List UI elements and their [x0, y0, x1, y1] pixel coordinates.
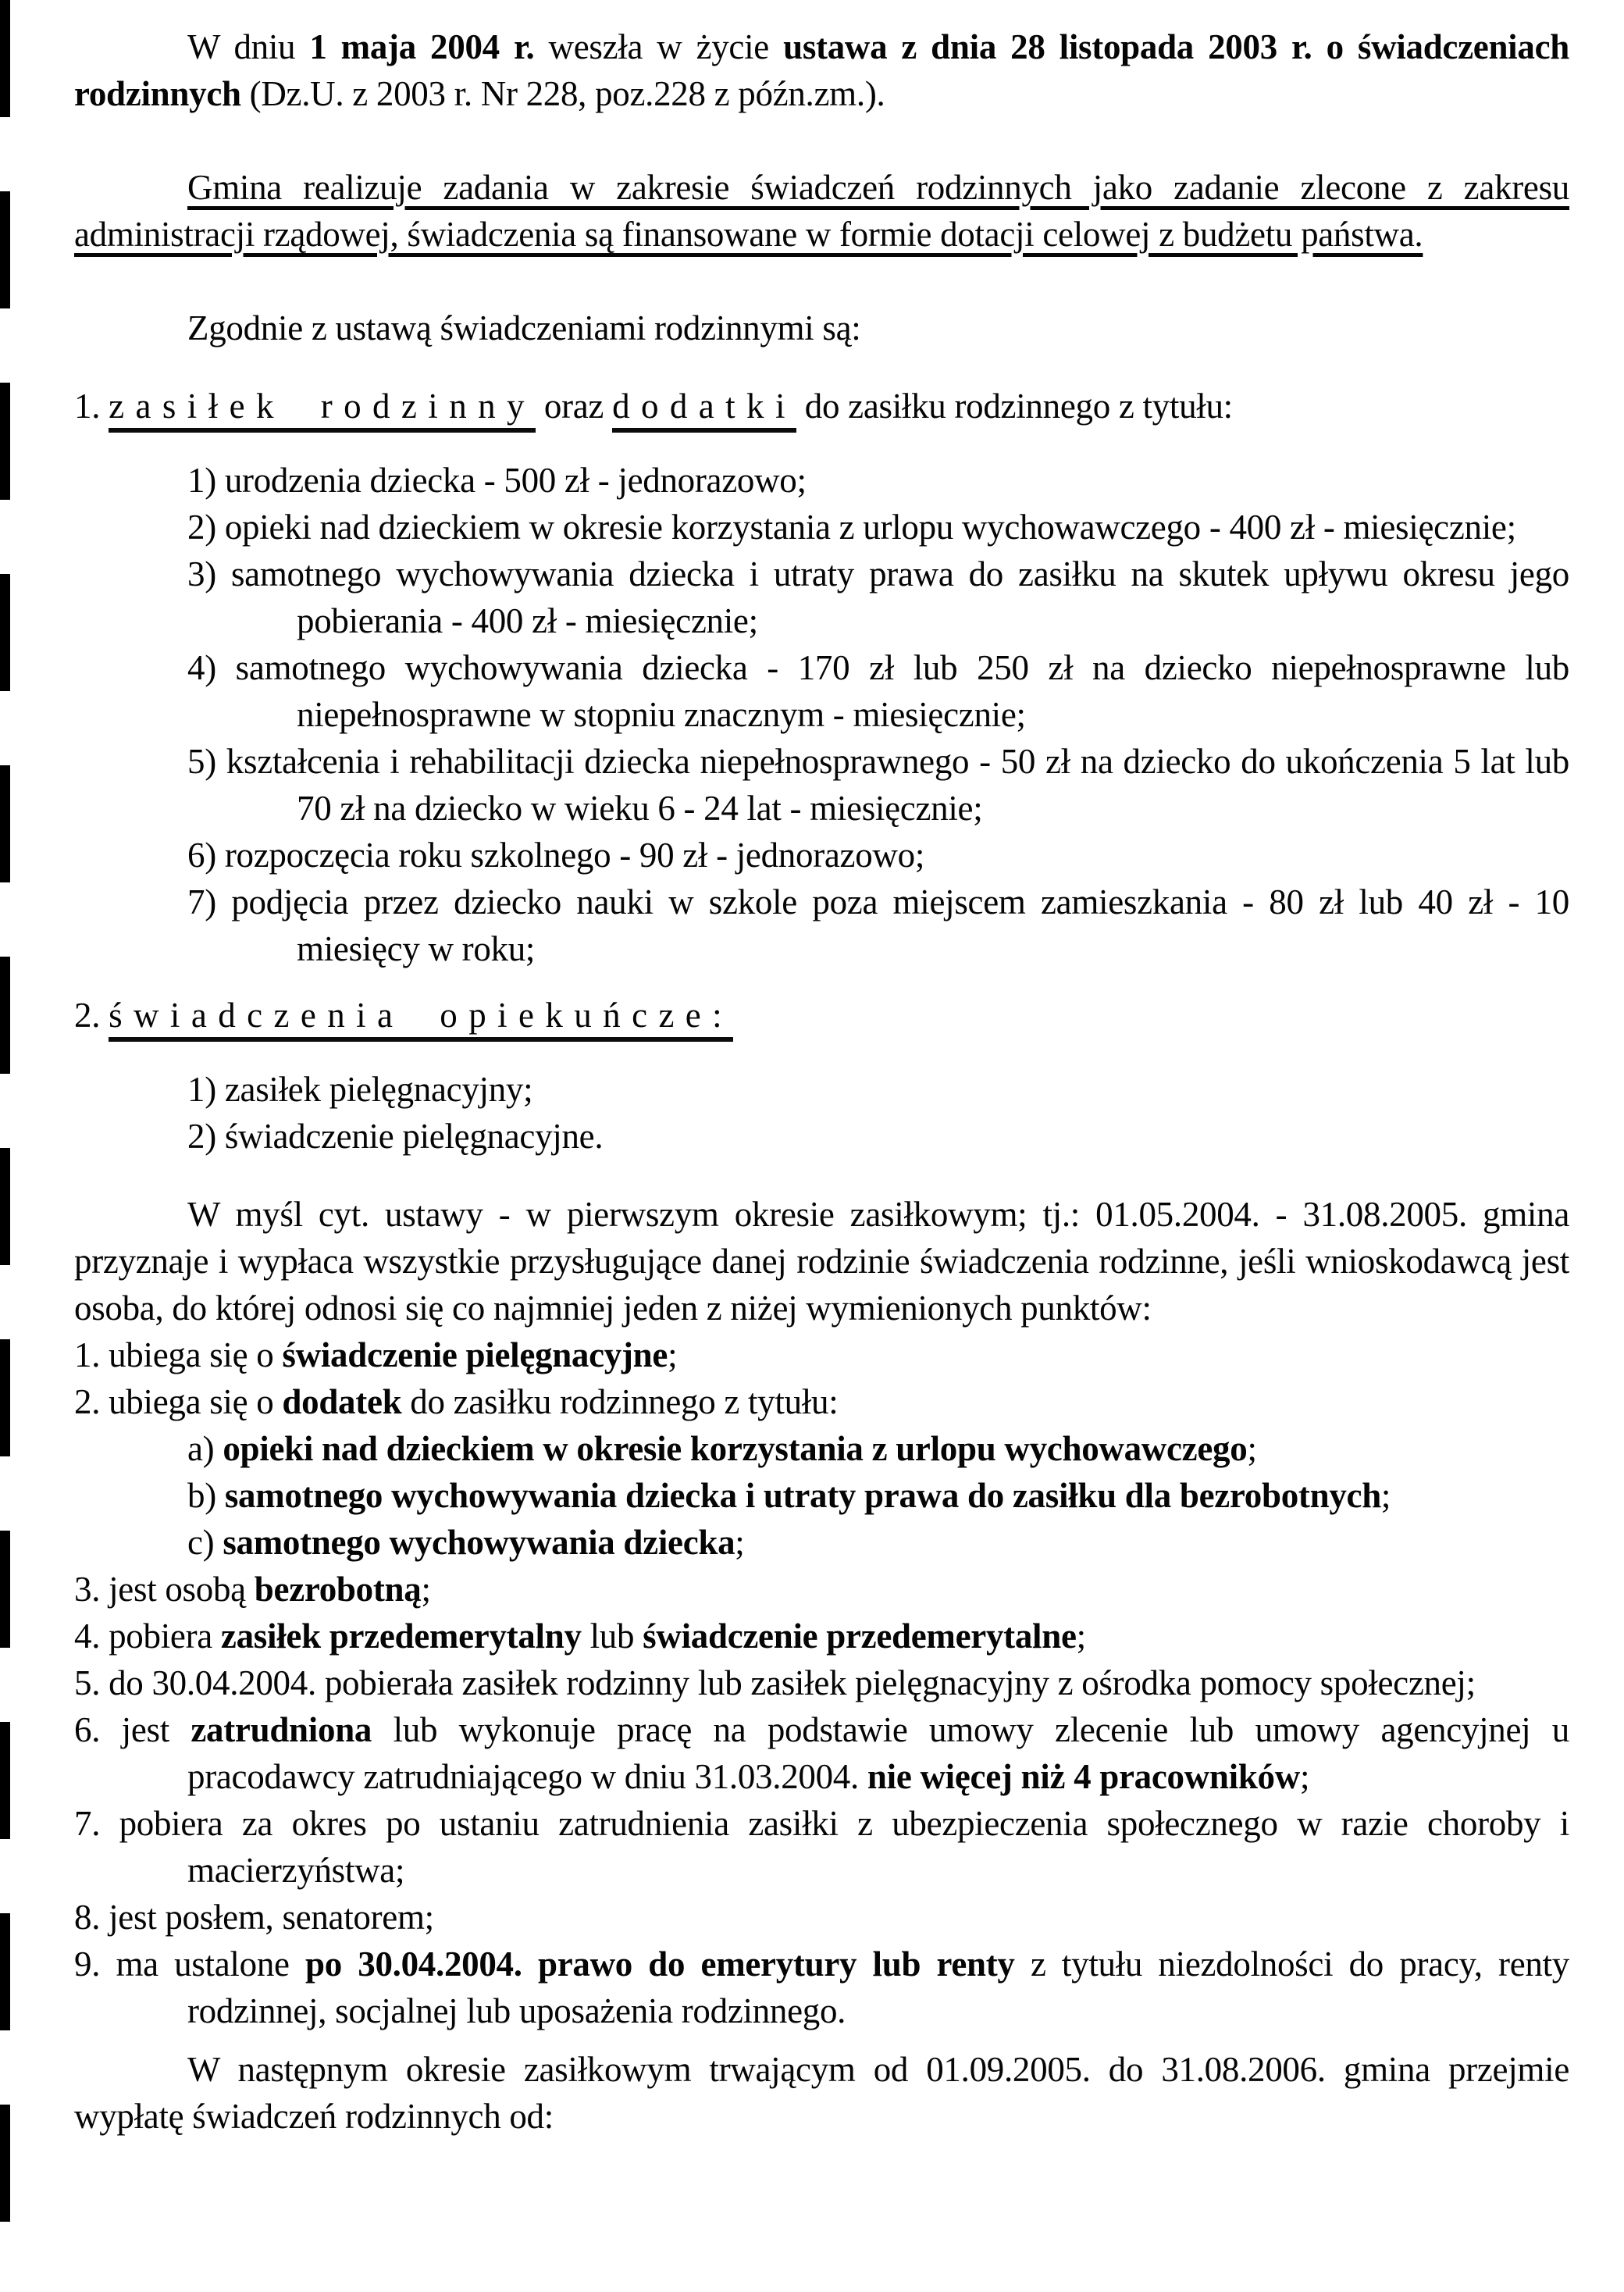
next-period-paragraph: W następnym okresie zasiłkowym trwającym od 01.09.2005. do 31.08.2006. gmina przejmie wypłatę świadczeń rodzinnych od:	[74, 2050, 1569, 2136]
supplement-item	[74, 738, 1569, 832]
item-marker: 4.	[74, 1617, 101, 1656]
section1-heading	[74, 383, 1569, 430]
item-marker: 2)	[187, 1117, 216, 1156]
condition-item-1	[74, 1331, 1569, 1378]
item-text: ;	[1299, 1757, 1310, 1796]
condition-item-2	[74, 1378, 1569, 1425]
item-text: jest posłem, senatorem;	[109, 1898, 434, 1937]
first-period-paragraph: W myśl cyt. ustawy - w pierwszym okresie zasiłkowym; tj.: 01.05.2004. - 31.08.2005. gmina przyznaje i wypłaca wszystkie przysługujące danej rodzinie świadczenia rodzinne, jeśli wnioskodawcą jest osoba, do której odnosi się co najmniej jeden z niżej wymienionych punktów:	[74, 1195, 1569, 1328]
supplement-item	[74, 832, 1569, 879]
item-text: ;	[1247, 1429, 1257, 1468]
item-marker: 1.	[74, 1335, 101, 1374]
lead-in-paragraph: Zgodnie z ustawą świadczeniami rodzinnymi są:	[187, 308, 861, 348]
item-bold-text: świadczenie pielęgnacyjne	[282, 1335, 668, 1374]
item-text: ;	[668, 1335, 678, 1374]
item-text: lub wykonuje pracę na podstawie umowy zlecenie lub umowy agencyjnej u pracodawcy zatrudniającego w dniu 31.03.2004.	[187, 1710, 1570, 1796]
item-marker: 1)	[187, 1070, 216, 1109]
item-marker: 7)	[187, 882, 216, 921]
item-text: do zasiłku rodzinnego z tytułu:	[401, 1382, 839, 1421]
intro-date-bold: 1 maja 2004 r.	[309, 27, 535, 66]
item-marker: c)	[187, 1523, 215, 1562]
item-marker: 6.	[74, 1710, 101, 1749]
supplement-item	[74, 551, 1569, 644]
section1-title-dodatki: dodatki	[612, 387, 796, 433]
supplement-item	[74, 457, 1569, 504]
condition-item-7	[74, 1800, 1569, 1894]
item-text: ma ustalone	[116, 1944, 306, 1984]
section1-items-list	[74, 457, 1569, 972]
supplement-item	[74, 879, 1569, 972]
item-marker: 2.	[74, 1382, 101, 1421]
item-bold-text: bezrobotną	[254, 1570, 422, 1609]
item-text: świadczenie pielęgnacyjne.	[224, 1117, 604, 1156]
item-marker: 4)	[187, 648, 216, 687]
item-text: jest osobą	[109, 1570, 255, 1609]
section2-heading	[74, 992, 1569, 1039]
item-marker: 3.	[74, 1570, 101, 1609]
item-bold-text: samotnego wychowywania dziecka i utraty prawa do zasiłku dla bezrobotnych	[224, 1476, 1381, 1515]
delegation-paragraph: Gmina realizuje zadania w zakresie świadczeń rodzinnych jako zadanie zlecone z zakresu administracji rządowej, świadczenia są finansowane w formie dotacji celowej z budżetu państwa.	[74, 168, 1569, 254]
supplement-item	[74, 504, 1569, 551]
condition-item-3	[74, 1566, 1569, 1613]
item-marker: a)	[187, 1429, 215, 1468]
section1-title-zasilek-rodzinny: zasiłek rodzinny	[109, 387, 536, 433]
section1-number: 1.	[74, 387, 101, 426]
item-text: podjęcia przez dziecko nauki w szkole poza miejscem zamieszkania - 80 zł lub 40 zł - 10 miesięcy w roku;	[231, 882, 1569, 968]
item-bold-text: nie więcej niż 4 pracowników	[867, 1757, 1300, 1796]
item-marker: 7.	[74, 1804, 101, 1843]
item-marker: 9.	[74, 1944, 101, 1984]
item-bold-text: po 30.04.2004. prawo do emerytury lub renty	[305, 1944, 1015, 1984]
item-text: samotnego wychowywania dziecka - 170 zł lub 250 zł na dziecko niepełnosprawne lub niepełnosprawne w stopniu znacznym - miesięcznie;	[235, 648, 1570, 734]
intro-pre: W dniu	[187, 27, 310, 66]
item-text: opieki nad dzieckiem w okresie korzystania z urlopu wychowawczego - 400 zł - miesięcznie;	[224, 508, 1516, 547]
condition-item-9	[74, 1941, 1569, 2034]
item-text: zasiłek pielęgnacyjny;	[224, 1070, 533, 1109]
section2-title-swiadczenia-opiekuncze: świadczenia opiekuńcze:	[109, 996, 733, 1042]
item-text: pobiera za okres po ustaniu zatrudnienia zasiłki z ubezpieczenia społecznego w razie choroby i macierzyństwa;	[119, 1804, 1569, 1890]
item-marker: 1)	[187, 461, 216, 500]
section1-conjunction: oraz	[535, 387, 613, 426]
item-text: rozpoczęcia roku szkolnego - 90 zł - jednorazowo;	[224, 836, 925, 875]
care-benefit-item	[74, 1113, 1569, 1160]
item-marker: 5)	[187, 742, 216, 781]
item-text: do 30.04.2004. pobierała zasiłek rodzinny lub zasiłek pielęgnacyjny z ośrodka pomocy społecznej;	[109, 1663, 1476, 1702]
item-bold-text: świadczenie przedemerytalne	[643, 1617, 1077, 1656]
condition-item-6	[74, 1706, 1569, 1800]
item-text: samotnego wychowywania dziecka i utraty prawa do zasiłku na skutek upływu okresu jego pobierania - 400 zł - miesięcznie;	[230, 554, 1569, 640]
supplement-item	[74, 644, 1569, 738]
item-marker: 8.	[74, 1898, 101, 1937]
item-text: jest	[121, 1710, 191, 1749]
intro-mid: weszła w życie	[534, 27, 784, 66]
item-bold-text: samotnego wychowywania dziecka	[223, 1523, 735, 1562]
item-text: ubiega się o	[109, 1335, 283, 1374]
condition-item-2a	[74, 1425, 1569, 1472]
intro-post: (Dz.U. z 2003 r. Nr 228, poz.228 z późn.zm.).	[240, 74, 885, 113]
condition-item-5	[74, 1659, 1569, 1706]
item-marker: b)	[187, 1476, 216, 1515]
item-marker: 6)	[187, 836, 216, 875]
care-benefit-item	[74, 1066, 1569, 1113]
condition-item-2b	[74, 1472, 1569, 1519]
item-text: ;	[421, 1570, 431, 1609]
item-bold-text: zatrudniona	[191, 1710, 372, 1749]
section2-items-list	[74, 1066, 1569, 1160]
item-bold-text: zasiłek przedemerytalny	[220, 1617, 582, 1656]
item-marker: 3)	[187, 554, 216, 593]
item-text: pobiera	[109, 1617, 221, 1656]
item-bold-text: dodatek	[282, 1382, 402, 1421]
intro-paragraph	[74, 23, 1569, 117]
item-text: ;	[1076, 1617, 1086, 1656]
item-text: ;	[1380, 1476, 1391, 1515]
item-text: z tytułu niezdolności do pracy, renty rodzinnej, socjalnej lub uposażenia rodzinnego.	[187, 1944, 1569, 2030]
intro-act-bold: ustawa z dnia 28 listopada 2003 r. o świadczeniach rodzinnych	[74, 27, 1569, 113]
item-marker: 5.	[74, 1663, 101, 1702]
item-text: ubiega się o	[109, 1382, 283, 1421]
item-text: urodzenia dziecka - 500 zł - jednorazowo;	[224, 461, 807, 500]
condition-item-2c	[74, 1519, 1569, 1566]
item-text: kształcenia i rehabilitacji dziecka niepełnosprawnego - 50 zł na dziecko do ukończenia 5 lat lub 70 zł na dziecko w wieku 6 - 24 lat - miesięcznie;	[226, 742, 1569, 828]
section2-number: 2.	[74, 996, 101, 1035]
condition-item-8	[74, 1894, 1569, 1941]
scan-edge-artifact	[0, 0, 10, 2292]
section1-title-rest: do zasiłku rodzinnego z tytułu:	[796, 387, 1233, 426]
item-bold-text: opieki nad dzieckiem w okresie korzystania z urlopu wychowawczego	[223, 1429, 1248, 1468]
conditions-list	[74, 1331, 1569, 2034]
item-text: ;	[735, 1523, 745, 1562]
item-marker: 2)	[187, 508, 216, 547]
item-text: lub	[581, 1617, 643, 1656]
condition-item-4	[74, 1613, 1569, 1659]
